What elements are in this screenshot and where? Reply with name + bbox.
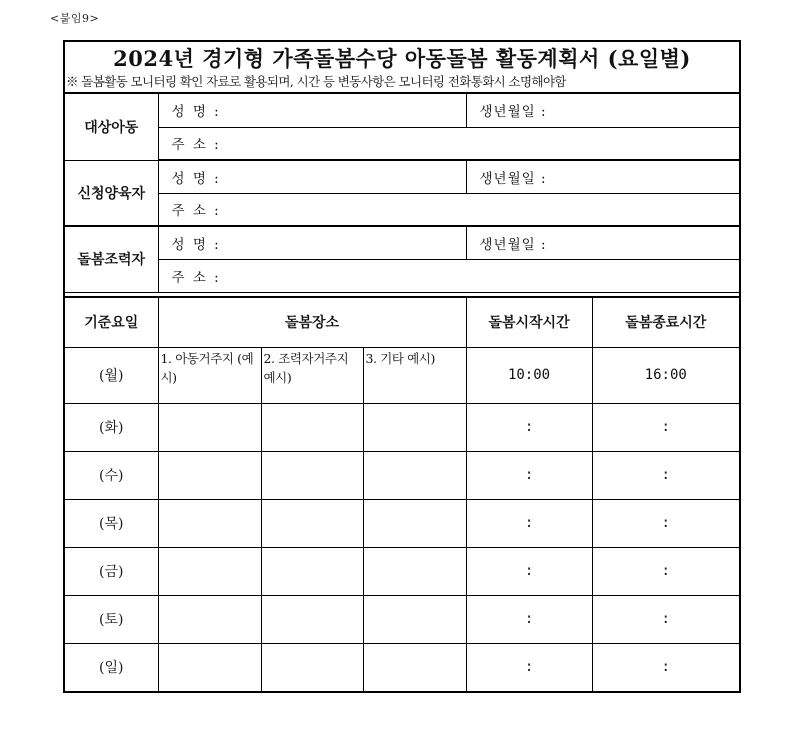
place-cell[interactable] xyxy=(158,643,261,691)
place-cell[interactable] xyxy=(363,643,466,691)
target-child-role: 대상아동 xyxy=(65,94,158,160)
end-time-cell[interactable]: : xyxy=(592,403,739,451)
day-cell: (수) xyxy=(65,451,158,499)
helper-address-field[interactable]: 주 소 : xyxy=(158,259,739,292)
day-cell: (월) xyxy=(65,347,158,403)
schedule-header-row xyxy=(65,297,739,347)
place-cell[interactable] xyxy=(158,547,261,595)
schedule-row-wednesday xyxy=(65,451,739,499)
place-cell[interactable] xyxy=(158,403,261,451)
place-cell[interactable] xyxy=(261,403,363,451)
start-time-cell[interactable]: : xyxy=(466,499,592,547)
form-notice: ※ 돌봄활동 모니터링 확인 자료로 활용되며, 시간 등 변동사항은 모니터링 전화통화시 소명해야함 xyxy=(65,73,739,94)
person-info-table xyxy=(65,94,739,293)
place-cell[interactable] xyxy=(158,499,261,547)
day-cell: (토) xyxy=(65,595,158,643)
start-time-cell[interactable]: : xyxy=(466,643,592,691)
end-time-cell[interactable]: 16:00 xyxy=(592,347,739,403)
start-time-cell[interactable]: : xyxy=(466,595,592,643)
helper-name-row xyxy=(65,226,739,259)
guardian-address-field[interactable]: 주 소 : xyxy=(158,193,739,226)
target-child-address-field[interactable]: 주 소 : xyxy=(158,127,739,160)
end-time-cell[interactable]: : xyxy=(592,451,739,499)
place-cell[interactable] xyxy=(158,451,261,499)
annex-label: <붙임9> xyxy=(50,12,100,25)
end-time-cell[interactable]: : xyxy=(592,547,739,595)
start-time-cell[interactable]: : xyxy=(466,451,592,499)
start-time-cell[interactable]: 10:00 xyxy=(466,347,592,403)
activity-plan-form xyxy=(63,40,741,693)
schedule-row-tuesday xyxy=(65,403,739,451)
place-cell[interactable] xyxy=(158,595,261,643)
helper-address-row xyxy=(65,259,739,292)
day-cell: (목) xyxy=(65,499,158,547)
place-cell[interactable] xyxy=(363,499,466,547)
start-time-cell[interactable]: : xyxy=(466,547,592,595)
day-cell: (일) xyxy=(65,643,158,691)
helper-birth-field[interactable]: 생년월일 : xyxy=(466,226,739,259)
day-cell: (화) xyxy=(65,403,158,451)
schedule-row-friday xyxy=(65,547,739,595)
form-title: 2024년 경기형 가족돌봄수당 아동돌봄 활동계획서 (요일별) xyxy=(113,46,691,71)
guardian-name-field[interactable]: 성 명 : xyxy=(158,160,466,193)
place-cell[interactable] xyxy=(261,643,363,691)
end-time-cell[interactable]: : xyxy=(592,499,739,547)
header-end-time: 돌봄종료시간 xyxy=(592,297,739,347)
place-example-child-home[interactable]: 1. 아동거주지 (예시) xyxy=(158,347,261,403)
place-cell[interactable] xyxy=(363,451,466,499)
header-place: 돌봄장소 xyxy=(158,297,466,347)
end-time-cell[interactable]: : xyxy=(592,643,739,691)
place-cell[interactable] xyxy=(363,403,466,451)
header-start-time: 돌봄시작시간 xyxy=(466,297,592,347)
guardian-address-row xyxy=(65,193,739,226)
guardian-role: 신청양육자 xyxy=(65,160,158,226)
place-cell[interactable] xyxy=(261,451,363,499)
place-cell[interactable] xyxy=(261,547,363,595)
day-cell: (금) xyxy=(65,547,158,595)
guardian-name-row xyxy=(65,160,739,193)
place-cell[interactable] xyxy=(261,595,363,643)
schedule-row-sunday xyxy=(65,643,739,691)
place-example-other[interactable]: 3. 기타 예시) xyxy=(363,347,466,403)
helper-role: 돌봄조력자 xyxy=(65,226,158,292)
schedule-row-thursday xyxy=(65,499,739,547)
schedule-row-saturday xyxy=(65,595,739,643)
place-example-helper-home[interactable]: 2. 조력자거주지 예시) xyxy=(261,347,363,403)
target-child-name-field[interactable]: 성 명 : xyxy=(158,94,466,127)
place-cell[interactable] xyxy=(363,547,466,595)
header-day: 기준요일 xyxy=(65,297,158,347)
target-child-address-row xyxy=(65,127,739,160)
end-time-cell[interactable]: : xyxy=(592,595,739,643)
place-cell[interactable] xyxy=(363,595,466,643)
target-child-birth-field[interactable]: 생년월일 : xyxy=(466,94,739,127)
start-time-cell[interactable]: : xyxy=(466,403,592,451)
helper-name-field[interactable]: 성 명 : xyxy=(158,226,466,259)
guardian-birth-field[interactable]: 생년월일 : xyxy=(466,160,739,193)
place-cell[interactable] xyxy=(261,499,363,547)
schedule-row-monday xyxy=(65,347,739,403)
schedule-table xyxy=(65,297,739,692)
target-child-name-row xyxy=(65,94,739,127)
